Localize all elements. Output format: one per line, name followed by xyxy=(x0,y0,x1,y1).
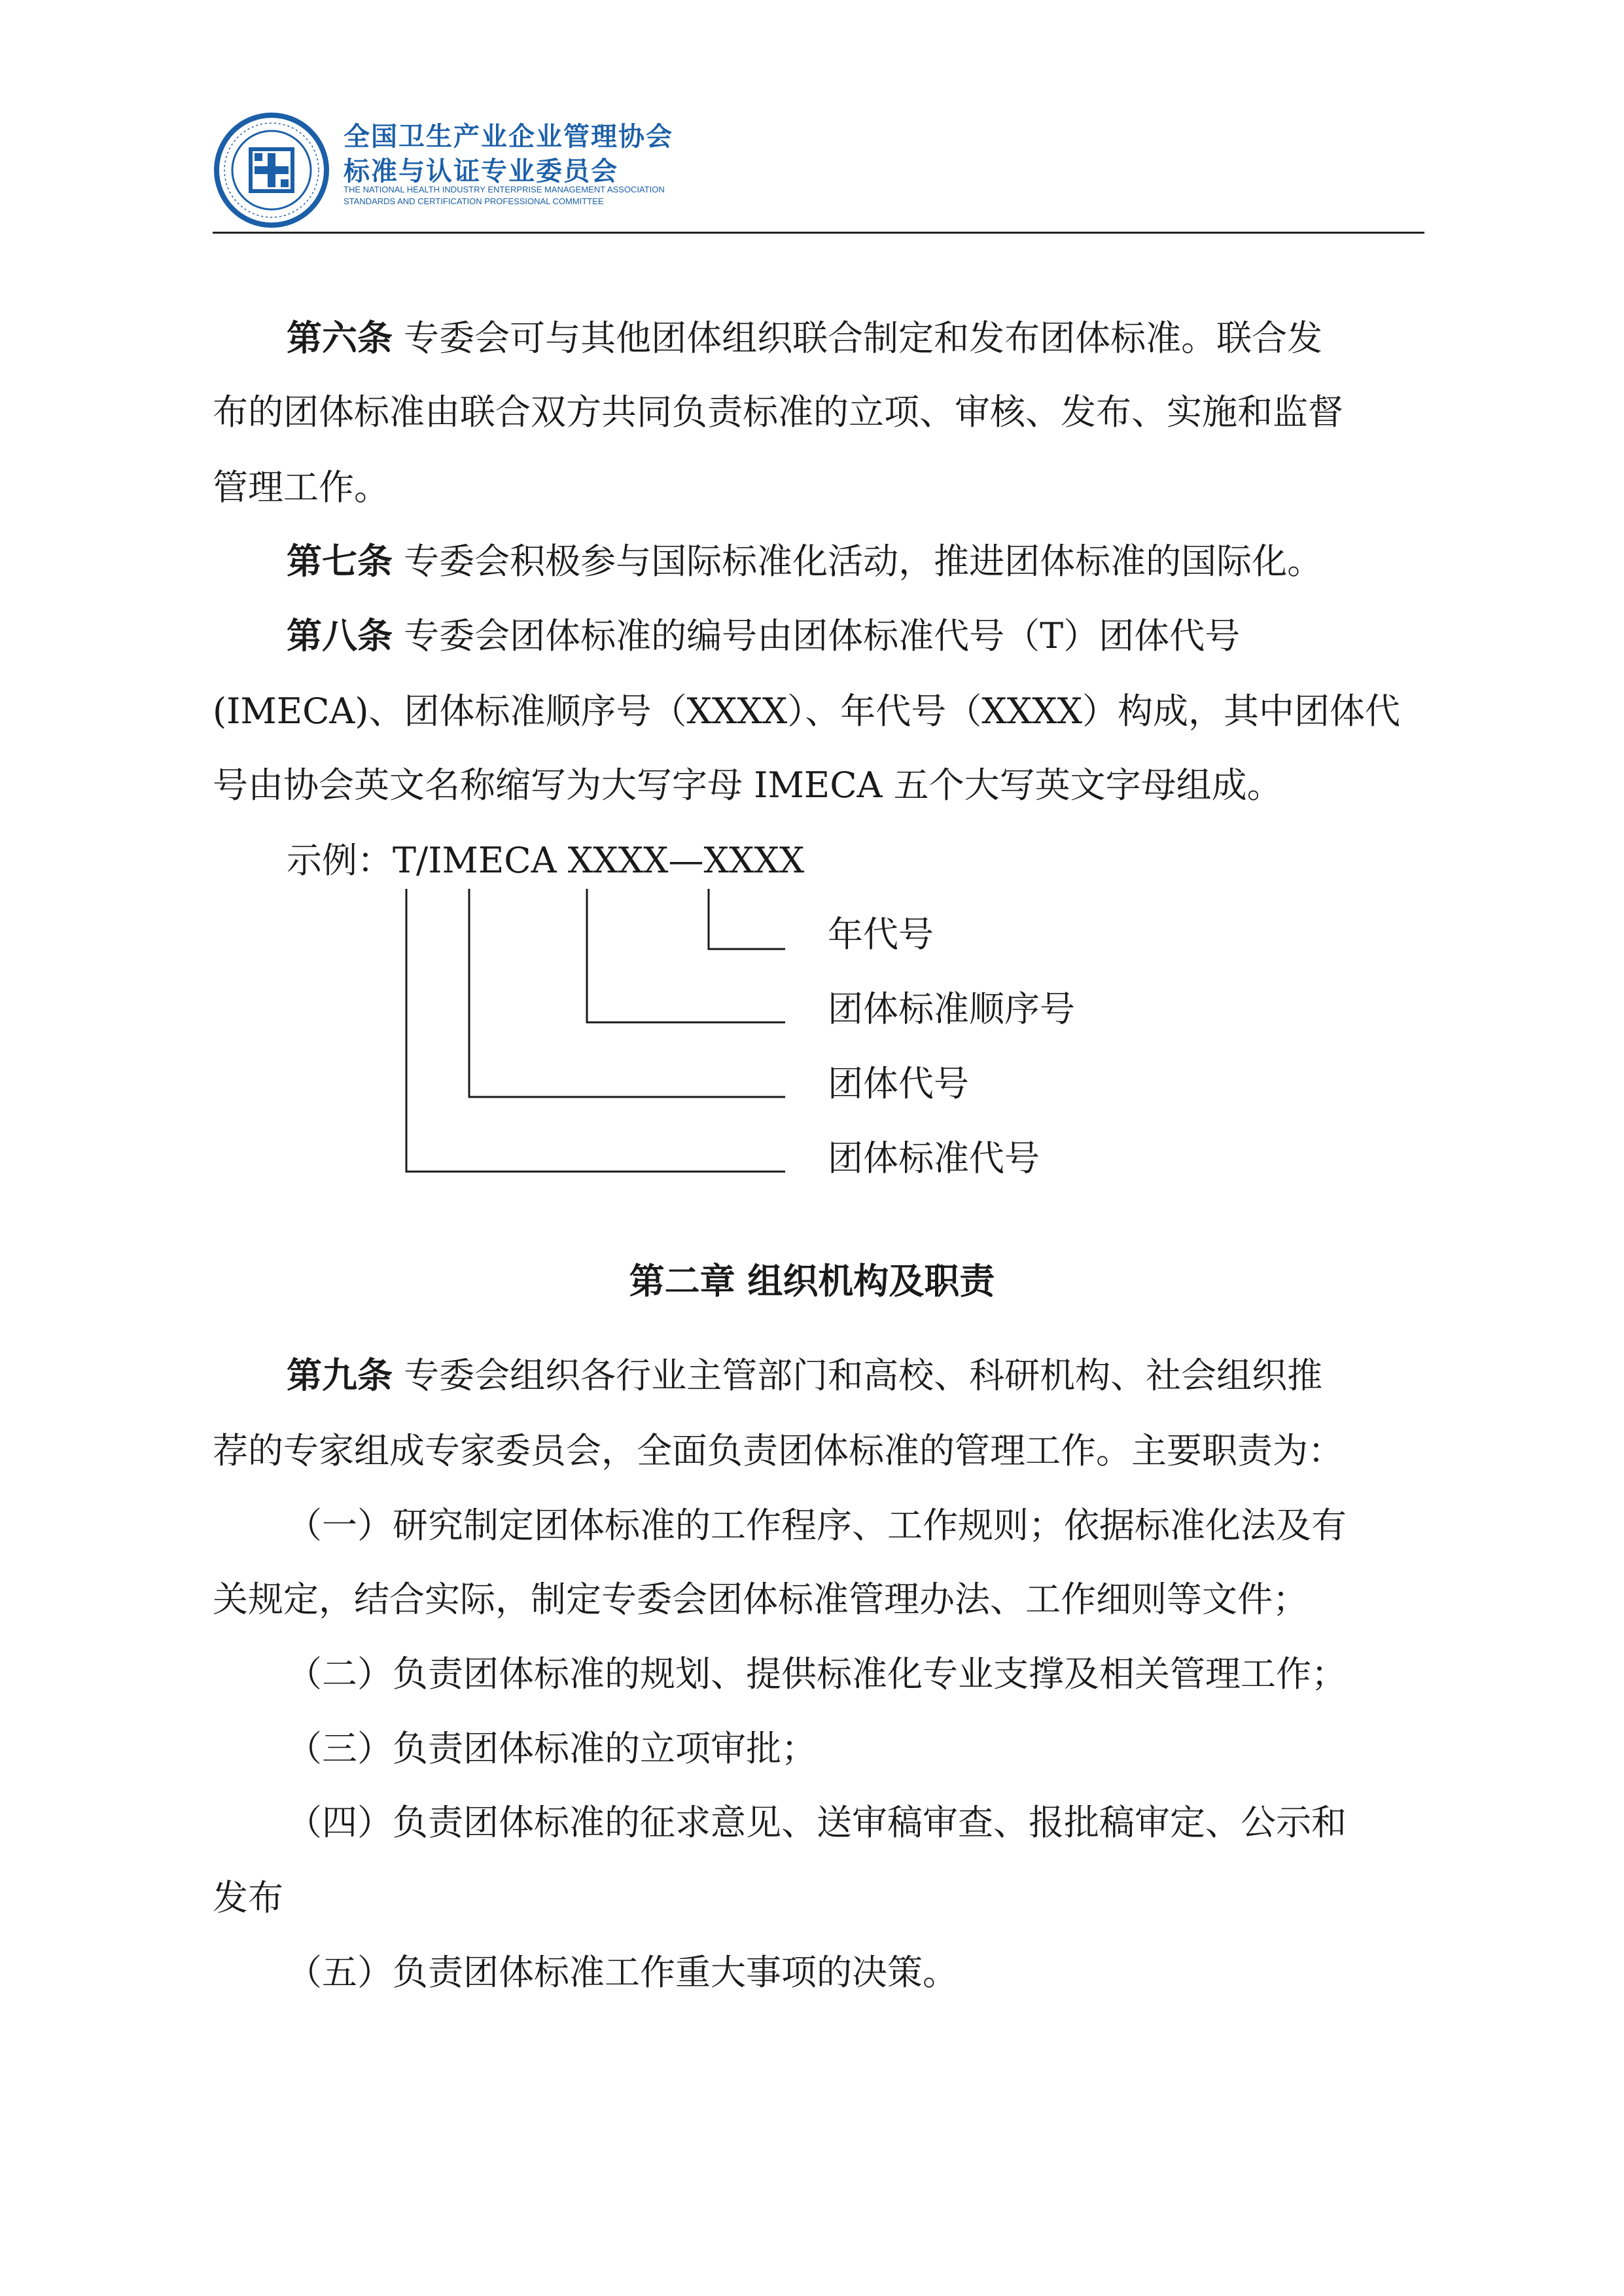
article-6-line3: 管理工作。 xyxy=(213,467,389,508)
bracket-group-code xyxy=(469,889,785,1097)
article-6-line2: 布的团体标准由联合双方共同负责标准的立项、审核、发布、实施和监督 xyxy=(213,391,1343,433)
chapter-heading: 第二章 组织机构及职责 xyxy=(629,1261,995,1302)
article-7-label: 第七条 xyxy=(287,541,393,582)
bracket-standard-code xyxy=(406,889,785,1172)
article-8-line1 xyxy=(287,617,1498,656)
article-9-line2: 荐的专家组成专家委员会，全面负责团体标准的管理工作。主要职责为： xyxy=(213,1430,1343,1471)
duty-4-line1: （四）负责团体标准的征求意见、送审稿审查、报批稿审定、公示和 xyxy=(287,1802,1347,1843)
bracket-sequence xyxy=(587,889,785,1022)
bracket-year xyxy=(709,889,785,949)
org-name-cn-line1: 全国卫生产业企业管理协会 xyxy=(344,122,673,152)
article-6-line1 xyxy=(287,319,1498,358)
article-7-line1 xyxy=(287,542,1498,581)
label-sequence-number: 团体标准顺序号 xyxy=(828,988,1075,1030)
duty-5: （五）负责团体标准工作重大事项的决策。 xyxy=(287,1952,958,1993)
association-seal-icon xyxy=(213,111,330,229)
article-6-text1: 专委会可与其他团体组织联合制定和发布团体标准。联合发 xyxy=(404,317,1323,359)
numbering-example: 示例：T/IMECA XXXX—XXXX xyxy=(287,840,805,881)
document-header xyxy=(213,106,1423,237)
label-year-code: 年代号 xyxy=(828,914,934,955)
duty-4-line2: 发布 xyxy=(213,1877,283,1918)
duty-2: （二）负责团体标准的规划、提供标准化专业支撑及相关管理工作； xyxy=(287,1653,1347,1695)
duty-3: （三）负责团体标准的立项审批； xyxy=(287,1728,817,1769)
article-8-text1: 专委会团体标准的编号由团体标准代号（T）团体代号 xyxy=(404,615,1241,656)
label-standard-code: 团体标准代号 xyxy=(828,1138,1040,1179)
article-7-text1: 专委会积极参与国际标准化活动，推进团体标准的国际化。 xyxy=(404,541,1323,582)
org-name-cn-line2: 标准与认证专业委员会 xyxy=(344,156,618,187)
duty-1-line1: （一）研究制定团体标准的工作程序、工作规则；依据标准化法及有 xyxy=(287,1505,1347,1546)
article-8-line2: (IMECA)、团体标准顺序号（XXXX）、年代号（XXXX）构成，其中团体代 xyxy=(213,691,1401,732)
article-8-label: 第八条 xyxy=(287,615,393,656)
article-8-line3: 号由协会英文名称缩写为大写字母 IMECA 五个大写英文字母组成。 xyxy=(213,764,1282,806)
article-9-line1 xyxy=(287,1356,1498,1395)
header-divider xyxy=(213,232,1424,234)
duty-1-line2: 关规定，结合实际，制定专委会团体标准管理办法、工作细则等文件； xyxy=(213,1579,1308,1620)
org-name-en-line2: STANDARDS AND CERTIFICATION PROFESSIONAL COMMITTEE xyxy=(344,196,604,206)
article-6-label: 第六条 xyxy=(287,317,393,359)
org-name-en-line1: THE NATIONAL HEALTH INDUSTRY ENTERPRISE MANAGEMENT ASSOCIATION xyxy=(344,185,665,194)
label-group-code: 团体代号 xyxy=(828,1063,969,1104)
article-9-text1: 专委会组织各行业主管部门和高校、科研机构、社会组织推 xyxy=(404,1355,1323,1396)
article-9-label: 第九条 xyxy=(287,1355,393,1396)
